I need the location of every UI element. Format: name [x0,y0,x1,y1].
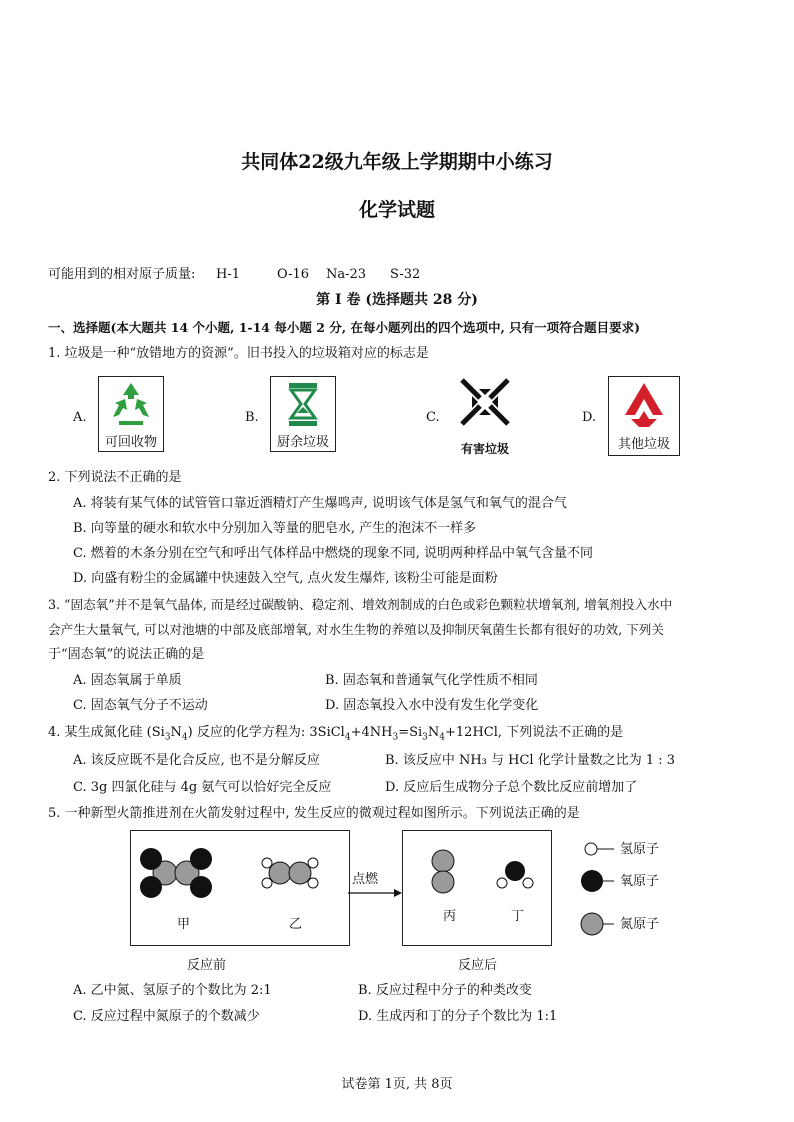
atom-legend-icons [580,838,620,938]
kitchen-label: 厨余垃圾 [276,435,329,450]
q4-option-b: B. 该反应中 NH₃ 与 HCl 化学计量数之比为 1 : 3 [385,753,676,768]
legend-oxygen: 氧原子 [620,874,660,889]
q4-eq-c: =Si [398,725,423,740]
q1-option-a-letter: A. [73,410,87,425]
page-subtitle: 化学试题 [358,199,435,221]
q3-option-a: A. 固态氧属于单质 [73,673,182,688]
q4-eq-a: 3SiCl [309,725,345,740]
q3-line-1: 3. “固态氧”并不是氧气晶体, 而是经过碳酸钠、稳定剂、增效剂制成的白色或彩色颗粒状增氧剂, 增氧剂投入水中 [48,597,673,612]
q4-option-d: D. 反应后生成物分子总个数比反应前增加了 [385,780,638,795]
instructions: 一、选择题(本大题共 14 个小题, 1-14 每小题 2 分, 在每小题列出的四个选项中, 只有一项符合题目要求) [48,320,641,335]
page-footer: 试卷第 1页, 共 8页 [341,1077,453,1092]
q4-sub: 4 [344,732,351,743]
after-label: 反应后 [458,958,498,973]
q5-option-d: D. 生成丙和丁的分子个数比为 1:1 [358,1009,558,1024]
q1-option-c-letter: C. [426,410,440,425]
mass-h: H-1 [216,267,241,282]
q1-option-d-letter: D. [582,410,597,425]
q2-stem: 2. 下列说法不正确的是 [48,470,182,485]
section-header: 第 I 卷 (选择题共 28 分) [316,292,478,308]
q4-eq-d: N [427,725,440,740]
q4-sub: 3 [392,732,399,743]
arrow-label: 点燃 [352,872,379,887]
label-yi: 乙 [289,917,303,932]
other-label: 其他垃圾 [617,437,670,452]
q2-option-c: C. 燃着的木条分别在空气和呼出气体样品中燃烧的现象不同, 说明两种样品中氧气含量不同 [73,546,594,561]
other-bin-sign [608,376,680,456]
q3-line-3: 于“固态氧”的说法正确的是 [48,647,205,662]
q5-option-c: C. 反应过程中氮原子的个数减少 [73,1009,260,1024]
hazardous-icon [452,376,518,428]
atomic-masses-label: 可能用到的相对原子质量: [48,267,196,282]
q4-option-c: C. 3g 四氯化硅与 4g 氨气可以恰好完全反应 [73,780,332,795]
q4-eq-e: +12HCl [445,725,498,740]
reaction-arrow-icon [348,886,402,900]
page-title: 共同体22级九年级上学期期中小练习 [241,151,553,173]
reactant-molecules [131,831,349,911]
q4-stem-b: N [170,725,182,740]
before-label: 反应前 [187,958,227,973]
q4-sub: 3 [422,732,428,743]
other-waste-icon [609,377,679,433]
label-jia: 甲 [177,917,191,932]
recycle-bin-sign [98,376,164,452]
recycle-label: 可回收物 [104,435,157,450]
hazardous-bin-sign [452,376,518,456]
q4-sub: 4 [181,732,188,743]
q4-eq-b: +4NH [350,725,393,740]
q4-stem-a: 4. 某生成氮化硅 (Si [48,725,165,740]
label-bing: 丙 [443,909,457,924]
q4-sub: 4 [439,732,446,743]
q2-option-d: D. 向盛有粉尘的金属罐中快速鼓入空气, 点火发生爆炸, 该粉尘可能是面粉 [73,571,498,586]
q4-stem-end: , 下列说法不正确的是 [497,725,624,740]
q2-option-b: B. 向等量的硬水和软水中分别加入等量的肥皂水, 产生的泡沫不一样多 [73,521,477,536]
q5-option-a: A. 乙中氮、氢原子的个数比为 2:1 [73,983,272,998]
q4-stem [48,725,623,746]
mass-s: S-32 [390,267,421,282]
q3-option-c: C. 固态氧气分子不运动 [73,698,208,713]
q1-option-b-letter: B. [245,410,259,425]
kitchen-bin-sign [270,376,336,452]
mass-o: O-16 [277,267,310,282]
hazardous-label: 有害垃圾 [460,442,509,456]
products-box [402,830,552,946]
q1-stem: 1. 垃圾是一种“放错地方的资源”。旧书投入的垃圾箱对应的标志是 [48,346,429,361]
q5-stem: 5. 一种新型火箭推进剂在火箭发射过程中, 发生反应的微观过程如图所示。下列说法正确的是 [48,806,580,821]
reactants-box [130,830,350,946]
q3-line-2: 会产生大量氧气, 可以对池塘的中部及底部增氧, 对水生生物的养殖以及抑制厌氧菌生长都有很好的功效, 下列关 [48,622,664,637]
q5-option-b: B. 反应过程中分子的种类改变 [358,983,532,998]
legend-nitrogen: 氮原子 [620,917,660,932]
q4-option-a: A. 该反应既不是化合反应, 也不是分解反应 [73,753,320,768]
recycle-icon [99,377,163,431]
q2-option-a: A. 将装有某气体的试管管口靠近酒精灯产生爆鸣声, 说明该气体是氢气和氧气的混合气 [73,496,567,511]
q4-sub: 3 [164,732,171,743]
label-ding: 丁 [511,909,525,924]
legend-hydrogen: 氢原子 [620,842,660,857]
q3-option-d: D. 固态氧投入水中没有发生化学变化 [325,698,539,713]
kitchen-waste-icon [271,377,335,431]
product-molecules [403,831,551,911]
q4-stem-c: ) 反应的化学方程为: [187,725,306,740]
q3-option-b: B. 固态氧和普通氧气化学性质不相同 [325,673,538,688]
mass-na: Na-23 [326,267,367,282]
